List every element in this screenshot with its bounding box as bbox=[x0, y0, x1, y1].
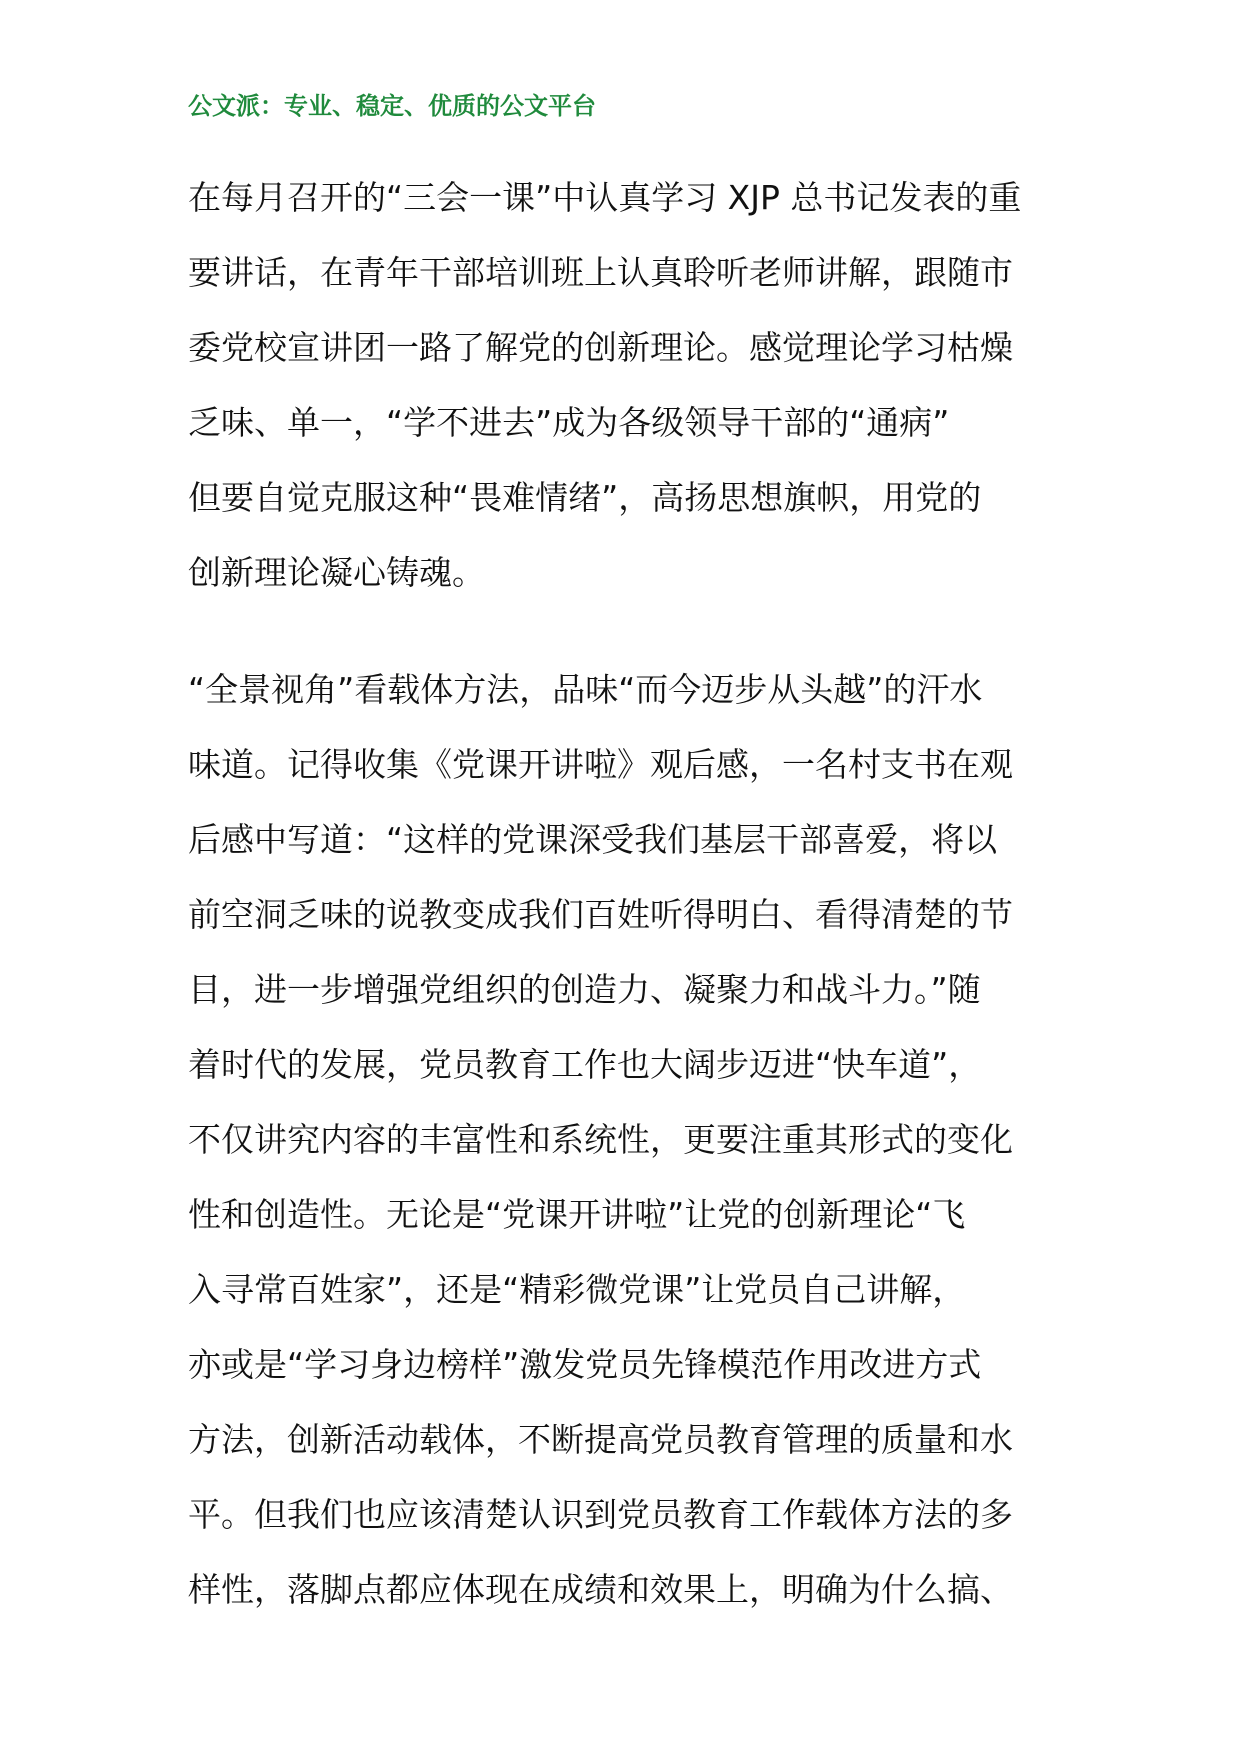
document-body bbox=[188, 160, 1058, 1627]
page-header: 公文派：专业、稳定、优质的公文平台 bbox=[188, 92, 596, 120]
text-line: 后感中写道：“这样的党课深受我们基层干部喜爱，将以 bbox=[188, 820, 998, 859]
text-line: “全景视角”看载体方法，品味“而今迈步从头越”的汗水 bbox=[188, 670, 983, 709]
text-line: 性和创造性。无论是“党课开讲啦”让党的创新理论“飞 bbox=[188, 1195, 966, 1234]
text-line: 创新理论凝心铸魂。 bbox=[188, 553, 485, 592]
text-line: 但要自觉克服这种“畏难情绪”，高扬思想旗帜，用党的 bbox=[188, 478, 982, 517]
text-line: 乏味、单一，“学不进去”成为各级领导干部的“通病” bbox=[188, 403, 950, 442]
text-line: 入寻常百姓家”，还是“精彩微党课”让党员自己讲解， bbox=[188, 1270, 966, 1309]
text-line: 方法，创新活动载体，不断提高党员教育管理的质量和水 bbox=[188, 1420, 1013, 1459]
text-line: 味道。记得收集《党课开讲啦》观后感，一名村支书在观 bbox=[188, 745, 1013, 784]
paragraph-gap bbox=[188, 610, 1058, 652]
text-line: 不仅讲究内容的丰富性和系统性，更要注重其形式的变化 bbox=[188, 1120, 1013, 1159]
text-line: 委党校宣讲团一路了解党的创新理论。感觉理论学习枯燥 bbox=[188, 328, 1013, 367]
text-line: 平。但我们也应该清楚认识到党员教育工作载体方法的多 bbox=[188, 1495, 1013, 1534]
text-line: 亦或是“学习身边榜样”激发党员先锋模范作用改进方式 bbox=[188, 1345, 982, 1384]
text-line: 样性，落脚点都应体现在成绩和效果上，明确为什么搞、 bbox=[188, 1570, 1013, 1609]
text-line: 要讲话，在青年干部培训班上认真聆听老师讲解，跟随市 bbox=[188, 253, 1013, 292]
text-line: 前空洞乏味的说教变成我们百姓听得明白、看得清楚的节 bbox=[188, 895, 1013, 934]
text-line: 着时代的发展，党员教育工作也大阔步迈进“快车道”， bbox=[188, 1045, 982, 1084]
text-line: 目，进一步增强党组织的创造力、凝聚力和战斗力。”随 bbox=[188, 970, 981, 1009]
paragraph-2 bbox=[188, 652, 1058, 1627]
text-line: 在每月召开的“三会一课”中认真学习 XJP 总书记发表的重 bbox=[188, 178, 1022, 217]
paragraph-1 bbox=[188, 160, 1058, 610]
